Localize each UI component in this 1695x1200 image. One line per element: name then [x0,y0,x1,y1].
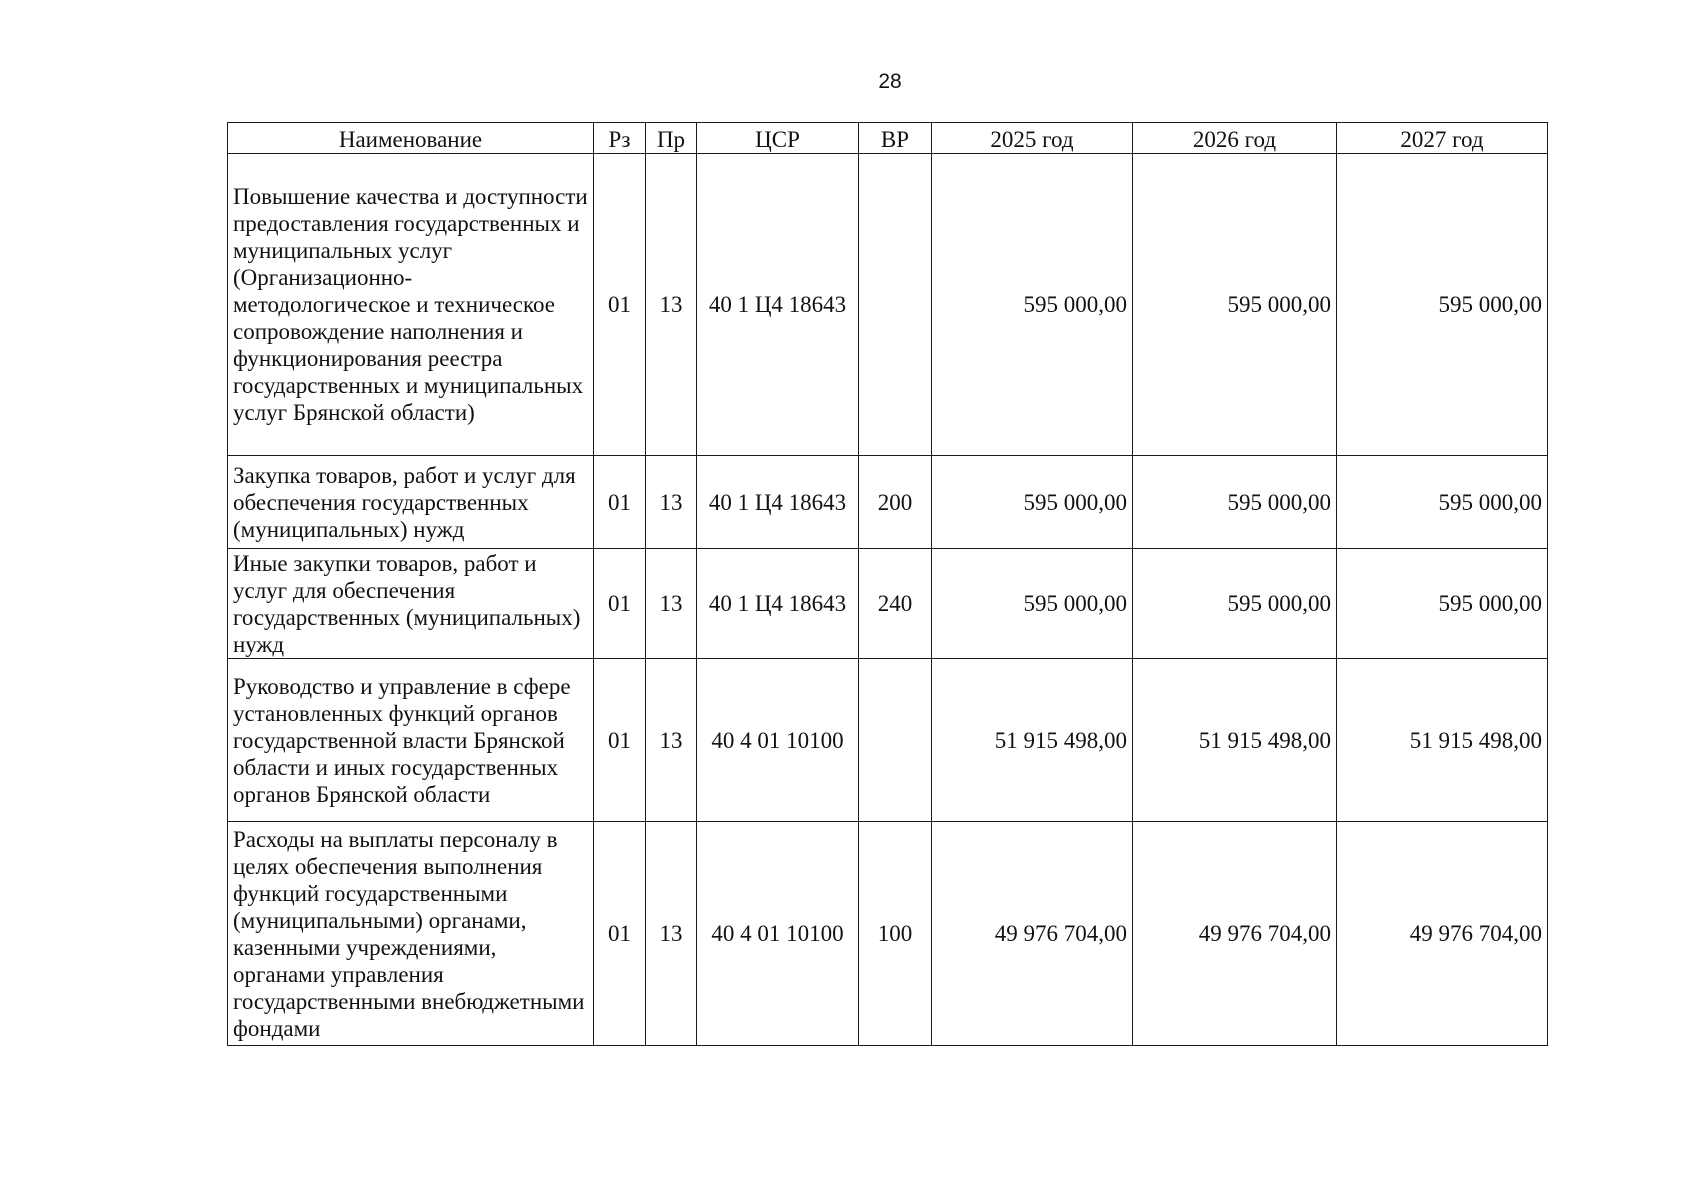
header-vr: ВР [859,123,932,154]
table-row [228,549,1548,659]
row-vr: 200 [859,456,932,549]
row-2026: 595 000,00 [1133,154,1337,456]
row-csr: 40 4 01 10100 [697,659,859,822]
row-pr: 13 [646,659,697,822]
header-name: Наименование [228,123,594,154]
row-2025: 49 976 704,00 [932,822,1133,1046]
table-row [228,659,1548,822]
row-csr: 40 1 Ц4 18643 [697,456,859,549]
row-csr: 40 4 01 10100 [697,822,859,1046]
header-2027: 2027 год [1337,123,1548,154]
header-pr: Пр [646,123,697,154]
row-vr: 100 [859,822,932,1046]
row-2025: 595 000,00 [932,154,1133,456]
row-rz: 01 [594,549,646,659]
table-row [228,456,1548,549]
row-2027: 595 000,00 [1337,549,1548,659]
header-row [228,123,1548,154]
row-name: Расходы на выплаты персоналу в целях обеспечения выполнения функций государственными (муниципальными) органами, казенными учреждениями, органами управления государственными внебюджетными фондами [228,822,594,1046]
row-2027: 595 000,00 [1337,154,1548,456]
header-2026: 2026 год [1133,123,1337,154]
row-2027: 595 000,00 [1337,456,1548,549]
header-2025: 2025 год [932,123,1133,154]
row-rz: 01 [594,659,646,822]
budget-table [227,122,1548,1046]
row-csr: 40 1 Ц4 18643 [697,154,859,456]
row-rz: 01 [594,456,646,549]
row-csr: 40 1 Ц4 18643 [697,549,859,659]
page-number: 28 [878,70,902,93]
row-2025: 595 000,00 [932,456,1133,549]
table-row [228,154,1548,456]
row-vr: 240 [859,549,932,659]
row-vr [859,154,932,456]
row-pr: 13 [646,154,697,456]
row-pr: 13 [646,549,697,659]
row-2026: 595 000,00 [1133,456,1337,549]
row-rz: 01 [594,822,646,1046]
row-2025: 51 915 498,00 [932,659,1133,822]
row-2026: 595 000,00 [1133,549,1337,659]
row-name: Повышение качества и доступности предоставления государственных и муниципальных услуг (Организационно-методологическое и техническое сопровождение наполнения и функционирования реестра государственных и муниципальных услуг Брянской области) [228,154,594,456]
row-name: Руководство и управление в сфере установленных функций органов государственной власти Брянской области и иных государственных органов Брянской области [228,659,594,822]
header-csr: ЦСР [697,123,859,154]
table-header [228,123,1548,154]
row-pr: 13 [646,822,697,1046]
row-2026: 49 976 704,00 [1133,822,1337,1046]
row-name: Закупка товаров, работ и услуг для обеспечения государственных (муниципальных) нужд [228,456,594,549]
table-body [228,154,1548,1046]
row-pr: 13 [646,456,697,549]
header-rz: Рз [594,123,646,154]
row-2027: 49 976 704,00 [1337,822,1548,1046]
table-row [228,822,1548,1046]
row-vr [859,659,932,822]
row-2027: 51 915 498,00 [1337,659,1548,822]
row-2025: 595 000,00 [932,549,1133,659]
row-name: Иные закупки товаров, работ и услуг для обеспечения государственных (муниципальных) нужд [228,549,594,659]
row-rz: 01 [594,154,646,456]
row-2026: 51 915 498,00 [1133,659,1337,822]
